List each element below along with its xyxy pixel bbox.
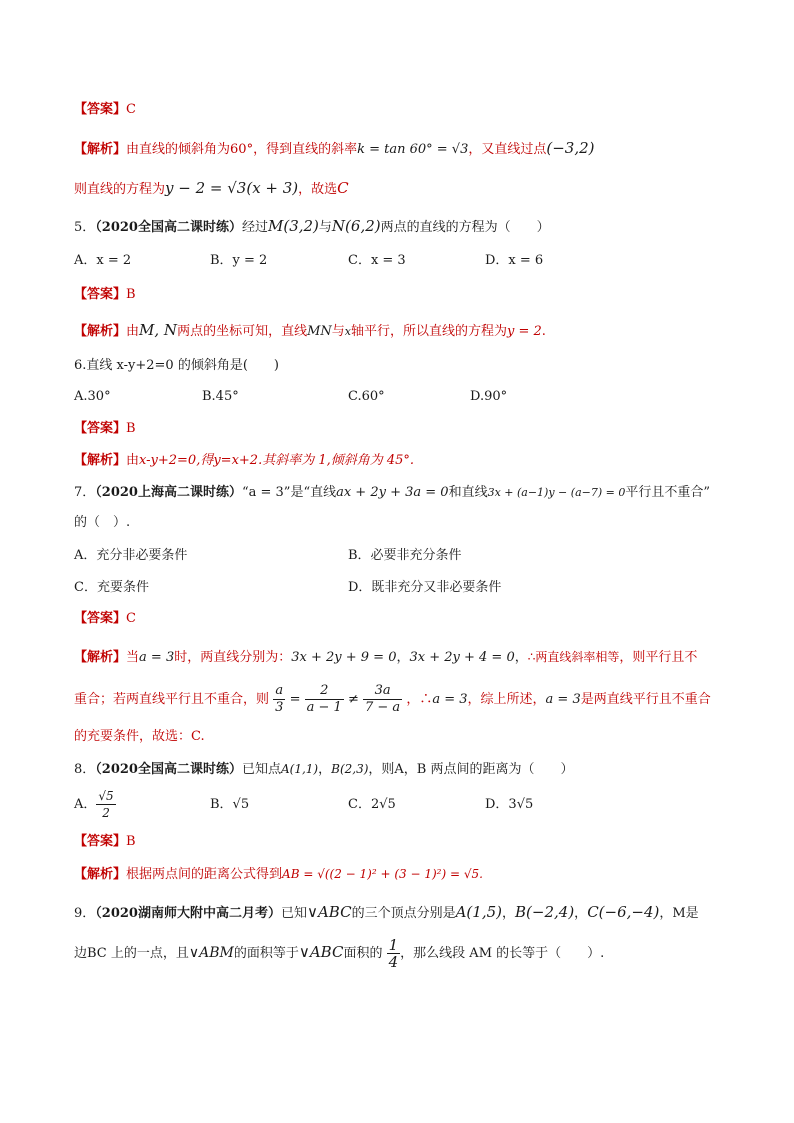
question-9-cont: 边BC 上的一点，且∨ABM的面积等于∨ABC面积的 $\frac{1}{4}$ ，那么线段 AM 的长等于（ ）. <box>74 936 605 971</box>
question-source: （2020上海高二课时练） <box>95 485 242 500</box>
line-equation: y − 2 = √3(x + 3) <box>165 179 299 197</box>
analysis-line-6: 【解析】由x-y+2=0,得y=x+2.其斜率为 1,倾斜角为 45°. <box>74 453 415 468</box>
option-d: D．3√5 <box>485 797 534 812</box>
option-d: D．x = 6 <box>485 253 544 268</box>
analysis-line-8: 【解析】根据两点间的距离公式得到AB = √((2 − 1)² + (3 − 1)²) = √5. <box>74 867 483 882</box>
analysis-line-7c: 的充要条件，故选：C. <box>74 729 205 744</box>
answer-line-5: 【答案】B <box>74 287 136 302</box>
option-a: A.30° <box>74 389 111 404</box>
answer-line-7: 【答案】C <box>74 611 136 626</box>
question-5: 5．（2020全国高二课时练）经过M(3,2)与N(6,2)两点的直线的方程为（ ） <box>74 217 550 235</box>
fraction: $\frac{√5}{2}$ <box>98 789 114 820</box>
option-d: D.90° <box>470 389 508 404</box>
question-7: 7．（2020上海高二课时练）“a = 3”是“直线ax + 2y + 3a = 0和直线3x + (a−1)y − (a−7) = 0平行且不重合” <box>74 485 710 500</box>
answer-line-4 <box>74 100 136 120</box>
option-c: C．充要条件 <box>74 580 149 595</box>
option-c: C.60° <box>348 389 385 404</box>
question-source: （2020全国高二课时练） <box>95 220 242 235</box>
option-b: B．y = 2 <box>210 253 268 268</box>
distance-formula: AB = √((2 − 1)² + (3 − 1)²) = √5. <box>282 867 483 881</box>
answer-value: C <box>126 102 136 117</box>
option-b: B．√5 <box>210 797 250 812</box>
question-source: （2020全国高二课时练） <box>95 762 242 777</box>
option-b: B.45° <box>202 389 239 404</box>
question-7-cont: 的（ ）. <box>74 515 131 530</box>
slope-formula: k = tan 60° = √3 <box>357 142 469 157</box>
question-6: 6.直线 x-y+2=0 的倾斜角是( ) <box>74 358 279 373</box>
fraction: $\frac{1}{4}$ <box>388 936 399 971</box>
option-a: A． $\frac{√5}{2}$ <box>74 789 114 820</box>
answer-label: 【答案】 <box>74 102 127 117</box>
fraction: $\frac{2}{a - 1}$ <box>306 683 342 715</box>
analysis-line-5: 【解析】由M, N两点的坐标可知，直线MN与x轴平行，所以直线的方程为y = 2. <box>74 321 546 339</box>
answer-line-6: 【答案】B <box>74 421 136 436</box>
analysis-line-7b: 重合；若两直线平行且不重合，则 $\frac{a}{3}$ = $\frac{2}{a - 1}$ ≠ $\frac{3a}{7 - a}$ ，∴a = 3，综上所述，a = 3是两直线平行且不重合 <box>74 683 711 715</box>
analysis-label: 【解析】 <box>74 142 127 157</box>
answer-line-8: 【答案】B <box>74 834 136 849</box>
question-8: 8．（2020全国高二课时练）已知点A(1,1)，B(2,3)，则A，B 两点间的距离为（ ） <box>74 762 574 777</box>
fraction: $\frac{3a}{7 - a}$ <box>365 683 401 715</box>
analysis-line-7a: 【解析】当a = 3时，两直线分别为：3x + 2y + 9 = 0，3x + 2y + 4 = 0，∴两直线斜率相等，则平行且不 <box>74 650 698 665</box>
question-9: 9．（2020湖南师大附中高二月考）已知∨ABC的三个顶点分别是A(1,5)，B(−2,4)，C(−6,−4)，M是 <box>74 903 699 921</box>
analysis-line-4b: 则直线的方程为y − 2 = √3(x + 3)，故选C <box>74 179 349 197</box>
option-a: A．x = 2 <box>74 253 132 268</box>
option-d: D．既非充分又非必要条件 <box>348 580 502 595</box>
point-coord: (−3,2) <box>546 139 595 157</box>
option-b: B．必要非充分条件 <box>348 548 462 563</box>
fraction: $\frac{a}{3}$ <box>275 683 284 715</box>
question-source: （2020湖南师大附中高二月考） <box>95 906 281 921</box>
analysis-line-4a: 【解析】由直线的倾斜角为60°，得到直线的斜率k = tan 60° = √3，又直线过点(−3,2) <box>74 139 595 157</box>
option-a: A．充分非必要条件 <box>74 548 188 563</box>
option-c: C．x = 3 <box>348 253 406 268</box>
option-c: C．2√5 <box>348 797 396 812</box>
